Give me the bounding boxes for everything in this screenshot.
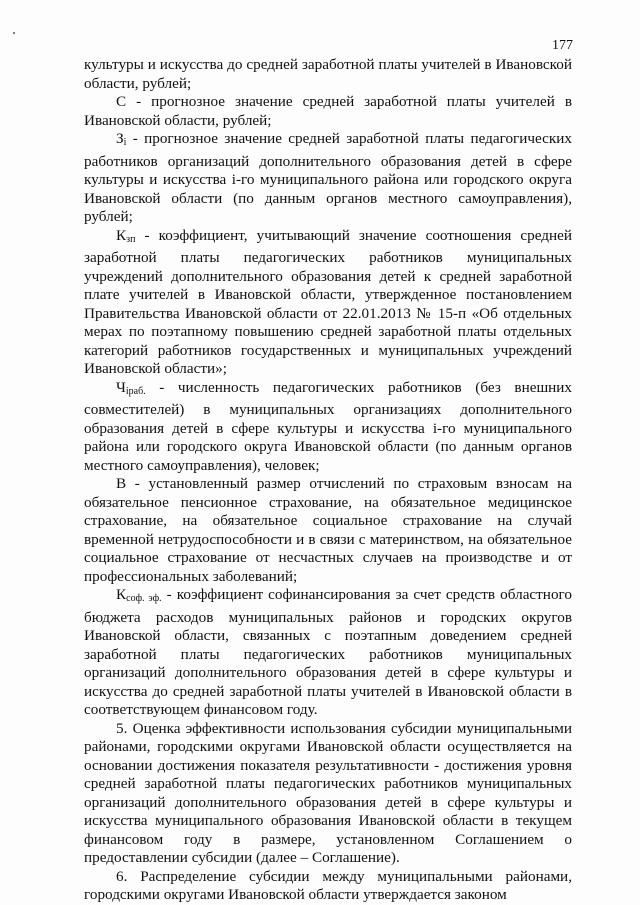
formula-subscript: i [123, 137, 127, 148]
paragraph-section-5 [84, 720, 572, 868]
paragraph-section-6 [84, 868, 572, 905]
paragraph-text: - численность педагогических работников (без внешних совместителей) в муниципальных организациях дополнительного образования детей в сфере культуры и искусства i-го муниципального района или городского округа Ивановской области (по данным органов местного самоуправления), человек; [84, 378, 572, 474]
formula-symbol: З [116, 130, 124, 147]
paragraph-text: - коэффициент, учитывающий значение соотношения средней заработной платы педагогических работников муниципальных учреждений дополнительного образования детей к средней заработной плате учителей в Ивановской области, утвержденное постановлением Правительства Ивановской области от 22.01.2013 № 15-п «Об отдельных мерах по поэтапному повышению средней заработной платы отдельных категорий работников государственных и муниципальных учреждений Ивановской области»; [84, 226, 572, 377]
paragraph-text: - прогнозное значение средней заработной платы педагогических работников организаций дополнительного образования детей в сфере культуры и искусства i-го муниципального района или городского округа Ивановской области (по данным органов местного самоуправления), рублей; [84, 130, 572, 225]
scan-speck [13, 32, 15, 34]
paragraph-definition-v [84, 475, 572, 586]
paragraph-definition-ch [84, 379, 572, 476]
paragraph-definition-ksof [84, 586, 572, 720]
formula-symbol: К [116, 226, 127, 244]
paragraph-text: 5. Оценка эффективности использования субсидии муниципальными районами, городскими округами Ивановской области осуществляется на основании достижения показателя результативности - достижения уровня средней заработной платы педагогических работников муниципальных организаций дополнительного образования детей в сфере культуры и искусства муниципального образования Ивановской области в текущем финансовом году в размере, установленном Соглашением о предоставлении субсидии (далее – Соглашение). [84, 719, 572, 866]
formula-subscript: зп [126, 233, 136, 245]
page-number: 177 [552, 38, 573, 53]
paragraph-definition-zi [84, 130, 572, 227]
paragraph-text: 6. Распределение субсидии между муниципальными районами, городскими округами Ивановской области утверждается законом [84, 867, 572, 903]
paragraph-text: В - установленный размер отчислений по страховым взносам на обязательное пенсионное страхование, на обязательное медицинское страхование, на обязательное социальное страхование на случай временной нетрудоспособности и в связи с материнством, на обязательное социальное страхование от несчастных случаев на производстве и от профессиональных заболеваний; [84, 475, 572, 585]
paragraph-text: - коэффициент софинансирования за счет средств областного бюджета расходов муниципальных районов и городских округов Ивановской области, связанных с поэтапным доведением средней заработной платы педагогических работников муниципальных организаций дополнительного образования детей в сфере культуры и искусства до средней заработной платы учителей в Ивановской области в соответствующем финансовом году. [84, 586, 572, 718]
body-text [84, 56, 572, 905]
formula-symbol: К [116, 586, 127, 603]
paragraph-text: культуры и искусства до средней заработной платы учителей в Ивановской области, рублей; [84, 56, 572, 92]
paragraph-text: С - прогнозное значение средней заработной платы учителей в Ивановской области, рублей; [84, 93, 572, 129]
paragraph-continuation [84, 56, 572, 93]
formula-subscript: iраб. [125, 385, 146, 397]
paragraph-definition-kzp [84, 227, 572, 379]
paragraph-definition-c [84, 93, 572, 130]
formula-symbol: Ч [116, 378, 126, 396]
formula-subscript: соф. эф. [126, 593, 162, 604]
